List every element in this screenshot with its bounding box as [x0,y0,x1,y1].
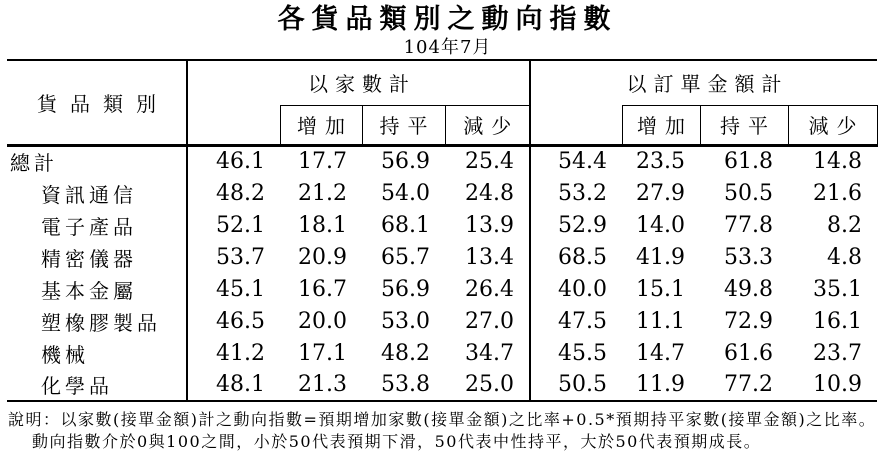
value-cell: 14.8 [813,149,862,175]
subheader-flat-orders: 持平 [700,105,788,145]
value-cell: 45.5 [558,340,607,366]
value-cell: 21.6 [813,180,862,206]
table-row [7,241,877,273]
column-header-category: 貨品類別 [7,60,187,145]
table-row [7,273,877,305]
subheader-decrease-firms: 減少 [445,105,530,145]
subheader-index-blank [187,105,280,145]
category-cell: 總計 [7,145,187,177]
value-cell: 77.2 [724,372,773,397]
subheader-flat-firms: 持平 [362,105,445,145]
table-row [7,177,877,209]
subheader-decrease-orders: 減少 [788,105,877,145]
value-cell: 54.4 [558,149,607,175]
value-cell: 41.2 [216,340,265,366]
category-cell: 塑橡膠製品 [7,305,187,337]
trend-index-table [7,59,878,402]
value-cell: 23.5 [636,149,685,175]
value-cell: 65.7 [381,244,430,270]
note-line-2: 動向指數介於0與100之間，小於50代表預期下滑，50代表中性持平，大於50代表預期成長。 [32,432,762,451]
value-cell: 20.9 [298,244,347,270]
value-cell: 13.4 [445,241,530,273]
value-cell: 25.0 [445,369,530,401]
value-cell: 16.1 [813,308,862,334]
category-cell: 電子產品 [7,209,187,241]
value-cell: 56.9 [381,276,430,302]
value-cell: 52.9 [558,212,607,238]
note-line-1: 說明：以家數(接單金額)計之動向指數=預期增加家數(接單金額)之比率+0.5*預期持平家數(接單金額)之比率。 [8,410,877,429]
header-row-groups [7,60,877,105]
value-cell: 14.7 [636,340,685,366]
value-cell: 54.0 [381,180,430,206]
value-cell: 23.7 [813,340,862,366]
value-cell: 17.1 [298,340,347,366]
value-cell: 68.1 [381,212,430,238]
value-cell: 4.8 [827,244,862,270]
value-cell: 27.0 [445,305,530,337]
table-row-total [7,145,877,177]
value-cell: 53.7 [216,244,265,270]
value-cell: 24.8 [445,177,530,209]
value-cell: 46.1 [216,149,265,175]
table-row [7,305,877,337]
category-cell: 機械 [7,337,187,369]
value-cell: 47.5 [558,308,607,334]
value-cell: 35.1 [813,276,862,302]
value-cell: 41.9 [636,244,685,270]
value-cell: 17.7 [298,149,347,175]
value-cell: 45.1 [216,276,265,302]
value-cell: 20.0 [298,308,347,334]
category-cell: 精密儀器 [7,241,187,273]
value-cell: 11.1 [636,308,685,334]
value-cell: 50.5 [558,372,607,397]
column-group-by-firm-count: 以家數計 [187,60,530,105]
category-cell: 化學品 [7,369,187,401]
table-row [7,209,877,241]
value-cell: 14.0 [636,212,685,238]
value-cell: 13.9 [445,209,530,241]
value-cell: 48.2 [381,340,430,366]
category-cell: 基本金屬 [7,273,187,305]
value-cell: 18.1 [298,212,347,238]
value-cell: 53.3 [724,244,773,270]
value-cell: 56.9 [381,149,430,175]
table-row [7,369,877,401]
value-cell: 49.8 [724,276,773,302]
value-cell: 53.0 [381,308,430,334]
table-row [7,337,877,369]
value-cell: 61.8 [724,149,773,175]
subheader-increase-firms: 增加 [280,105,362,145]
value-cell: 16.7 [298,276,347,302]
value-cell: 8.2 [827,212,862,238]
column-group-by-order-amount: 以訂單金額計 [626,72,789,97]
value-cell: 34.7 [445,337,530,369]
value-cell: 15.1 [636,276,685,302]
value-cell: 77.8 [724,212,773,238]
page-title: 各貨品類別之動向指數 [277,4,618,35]
value-cell: 68.5 [558,244,607,270]
value-cell: 48.2 [216,180,265,206]
value-cell: 11.9 [636,372,685,397]
value-cell: 61.6 [724,340,773,366]
value-cell: 21.2 [298,180,347,206]
value-cell: 50.5 [724,180,773,206]
explanatory-note [8,409,895,453]
value-cell: 53.2 [558,180,607,206]
category-cell: 資訊通信 [7,177,187,209]
value-cell: 53.8 [381,372,430,397]
value-cell: 25.4 [445,145,530,177]
value-cell: 72.9 [724,308,773,334]
value-cell: 40.0 [558,276,607,302]
value-cell: 21.3 [298,372,347,397]
subheader-index-blank [530,105,622,145]
value-cell: 10.9 [813,372,862,397]
value-cell: 48.1 [216,372,265,397]
subheader-increase-orders: 增加 [622,105,700,145]
value-cell: 52.1 [216,212,265,238]
report-period: 104年7月 [403,37,492,58]
value-cell: 27.9 [636,180,685,206]
value-cell: 46.5 [216,308,265,334]
value-cell: 26.4 [445,273,530,305]
